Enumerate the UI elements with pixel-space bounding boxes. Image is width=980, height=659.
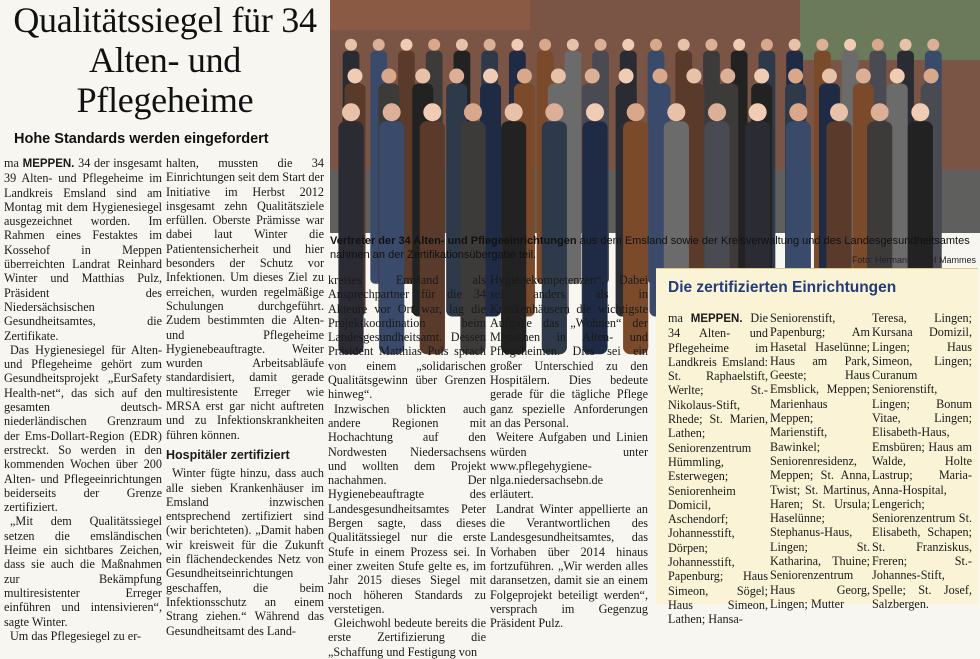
person-head — [749, 103, 767, 121]
infobox-column-2: Seniorenstift, Papenburg; Am Hasetal Haselünne; Haus am Park, Geeste; Haus Emsblick, Meppen; Marienhaus Meppen; Marienstift, Bawinkel; Seniorenresidenz, Meppen; St. Anna, Twist; St. Martinus, Haren; St. Ursula; Haselünne; Stephanus-Haus, Lingen; St. Katharina, Thuine; Seniorenzentrum Haus Georg, Lingen; Mutter — [770, 311, 870, 611]
person-head — [678, 39, 690, 51]
infobox-title: Die zertifizierten Einrichtungen — [668, 279, 897, 296]
person-head — [653, 69, 668, 84]
article-column-2 — [166, 156, 324, 638]
person-head — [585, 69, 600, 84]
group-photo — [330, 0, 980, 233]
person-head — [830, 103, 848, 121]
infobox-column-3: Teresa, Lingen; Kursana Domizil, Lingen; Haus Simeon, Lingen; Curanum Seniorenstift, Lingen; Bonum Vitae, Lingen; Elisabeth-Haus, Emsbüren; Haus am Walde, Holte Lastrup; Maria-Anna-Hospital, Lengerich; Seniorenzentrum St. Elisabeth, Schapen; St. Franziskus, Freren; St.-Johannes-Stift, Spelle; St. Josef, Salzbergen. — [872, 311, 972, 611]
person-head — [927, 39, 939, 51]
person-head — [627, 103, 645, 121]
person-head — [872, 39, 884, 51]
person-head — [816, 39, 828, 51]
person-head — [890, 69, 905, 84]
group-photo-image — [330, 0, 980, 233]
infobox-certified-facilities — [656, 268, 978, 627]
person-head — [345, 39, 357, 51]
paragraph — [4, 156, 162, 343]
paragraph: Inzwischen blickten auch andere Regionen mit Hochachtung auf den Nordwesten Niedersachsens und wollten dem Projekt nachahmen. Der Hygienebeauftragte des Landesgesundheitsamtes Peter Bergen sagte, dass dieses Qualitätssiegel nur die erste Stufe in einem Prozess sei. In einer zweiten Stufe gelte es, im Jahr 2015 dieses Siegel mit noch höheren Standards zu verstetigen. — [328, 401, 486, 616]
person-head — [761, 39, 773, 51]
dateline-city: MEPPEN. — [690, 313, 743, 325]
article-headline: Qualitätssiegel für 34 Alten- und Pflegeheime — [13, 0, 317, 120]
paragraph: Weitere Aufgaben und Linien würden unter www.pflegehygiene-nlga.niedersachsebn.de erläutert. — [490, 430, 648, 502]
paragraph: Um das Pflegesiegel zu er- — [10, 628, 142, 643]
person-head — [733, 39, 745, 51]
person-head — [622, 39, 634, 51]
person-head — [911, 103, 929, 121]
person-head — [924, 69, 939, 84]
person-head — [545, 103, 563, 121]
person-head — [705, 39, 717, 51]
person-head — [456, 39, 468, 51]
person-head — [415, 69, 430, 84]
person-head — [567, 39, 579, 51]
person-head — [708, 103, 726, 121]
person-head — [788, 69, 803, 84]
person-head — [348, 69, 363, 84]
person-head — [789, 39, 801, 51]
caption-text: aus dem Emsland sowie der Kreisverwaltung und des Landesgesundheitsamtes nahmen an der Zertifikationsübergabe teil. — [330, 235, 970, 261]
person-head — [511, 39, 523, 51]
person-head — [464, 103, 482, 121]
article-column-4 — [490, 273, 648, 631]
person-head — [822, 69, 837, 84]
paragraph-text: 34 der insgesamt 39 Alten- und Pflegeheime im Landkreis Emsland sind am Montag mit dem Hygienesiegel ausgezeichnet worden. Im Rahmen eines Festaktes im Kossehof in Meppen überreichten Landrat Reinhard Winter und Matthias Pulz, Präsident des Niedersächsischen Gesundheitsamtes, die Zertifikate. — [4, 156, 163, 343]
dateline-city: MEPPEN. — [22, 158, 75, 170]
person-head — [619, 69, 634, 84]
person-head — [383, 103, 401, 121]
person-head — [484, 39, 496, 51]
person-head — [505, 103, 523, 121]
person-head — [789, 103, 807, 121]
person-head — [517, 69, 532, 84]
paragraph: Landrat Winter appellierte an die Verantwortlichen des Landesgesundheitsamtes, das Vorhaben über 2014 hinaus fortzuführen. „Wir werden alles daransetzen, damit sie an einem Folgeprojekt beteiligt werden“, versprach im Gegenzug Präsident Pulz. — [490, 501, 648, 631]
photo-credit: Foto: Hermann-Josef Mammes — [851, 255, 976, 265]
person-head — [900, 39, 912, 51]
person-head — [595, 39, 607, 51]
person-head — [483, 69, 498, 84]
person-head — [650, 39, 662, 51]
paragraph: Winter fügte hinzu, dass auch alle sieben Krankenhäuser im Emsland inzwischen entsprechend zertifiziert sind (wir berichteten). „Damit haben wir kreisweit für die Zukunft ein flächendeckendes Netz von Gesundheitseinrichtungen geschaffen, die beim Infektionsschutz an einem Strang ziehen.“ Während das Gesundheitsamt des Land- — [166, 466, 324, 638]
article-column-1 — [4, 156, 163, 643]
person-head — [449, 69, 464, 84]
dateline-abbr: ma — [668, 311, 683, 325]
infobox-column-1 — [668, 311, 769, 627]
section-heading: Hospitäler zertifiziert — [166, 447, 290, 462]
paragraph: Hygienekompetenzen“. Dabei sei anders als in Krankenhäusern die wichtigste Aufgabe das „Wohnen“ der Menschen in Alten- und Pflegeheimen. Dies sei ein großer Unterschied zu den Hospitälern. Dies bedeute gerade für die tägliche Pflege ganz spezielle Anforderungen an das Personal. — [490, 273, 648, 430]
person-head — [539, 39, 551, 51]
person-head — [720, 69, 735, 84]
person-head — [856, 69, 871, 84]
person-head — [381, 69, 396, 84]
paragraph: halten, mussten die 34 Einrichtungen seit dem Start der Initiative im Herbst 2012 insgesamt zehn Qualitätsziele erfüllen. Oberste Prämisse war dabei laut Winter die Patientensicherheit und hier besonders der Schutz vor Infektionen. Um dieses Ziel zu erreichen, wurden regelmäßige Schulungen durchgeführt. Zudem bestimmten die Alten- und Pflegeheime Hygienebeauftragte. Weiter wurden Arbeitsabläufe standardisiert, damit gerade multiresistente Erreger wie MRSA erst gar nicht auftreten und zu Infektionskrankheiten führen können. — [166, 156, 324, 442]
person-head — [844, 39, 856, 51]
person-head — [667, 103, 685, 121]
person-head — [754, 69, 769, 84]
person-head — [586, 103, 604, 121]
paragraph: „Mit dem Qualitätssiegel setzen die emsländischen Heime ein sichtbares Zeichen, dass sie auch die Maßnahmen zur Bekämpfung multiresistenter Erreger einführen und intensivieren“, sagte Winter. — [4, 514, 162, 629]
dateline-abbr: ma — [4, 156, 19, 170]
person-head — [373, 39, 385, 51]
paragraph: Das Hygienesiegel für Alten- und Pflegeheime gehört zum Gesundheitsprojekt „EurSafety Health-net“, das sich auf den gesamten deutsch-niederländischen Grenzraum der Ems-Dollart-Region (EDR) erstreckt. So werden in den kommenden Wochen über 200 Alten- und Pflegeeinrichtungen beiderseits der Grenze zertifiziert. — [4, 342, 162, 515]
person-head — [400, 39, 412, 51]
article-subhead: Hohe Standards werden eingefordert — [14, 131, 269, 147]
person-head — [428, 39, 440, 51]
paragraph: Gleichwohl bedeute bereits die erste Zertifizierung die „Schaffung und Festigung von — [328, 616, 486, 659]
person-head — [551, 69, 566, 84]
person-head — [686, 69, 701, 84]
article-column-3 — [328, 273, 486, 659]
caption-bold: Vertreter der 34 Alten- und Pflegeeinrichtungen — [330, 235, 577, 247]
person-head — [871, 103, 889, 121]
paragraph: kreises Emsland als Ansprechpartner für die 34 Akteure vor Ort war, lag die Projektkoordination beim Landesgesundheitsamt. Dessen Präsident Matthias Puls sprach von einem „solidarischen Qualitätsgewinn über Grenzen hinweg“. — [328, 273, 486, 402]
person-head — [342, 103, 360, 121]
person-head — [423, 103, 441, 121]
infobox-text: Die 34 Alten- und Pflegeheime im Landkreis Emsland: St. Raphaelstift, Werlte; St.-Nikolaus-Stift, Rhede; St. Marien, Lathen; Seniorenzentrum Hümmling, Esterwegen; Seniorenheim Domicil, Aschendorf; Johannesstift, Dörpen; Johannesstift, Papenburg; Haus Simeon, Sögel; Haus Simeon, Lathen; Hansa- — [668, 311, 769, 627]
